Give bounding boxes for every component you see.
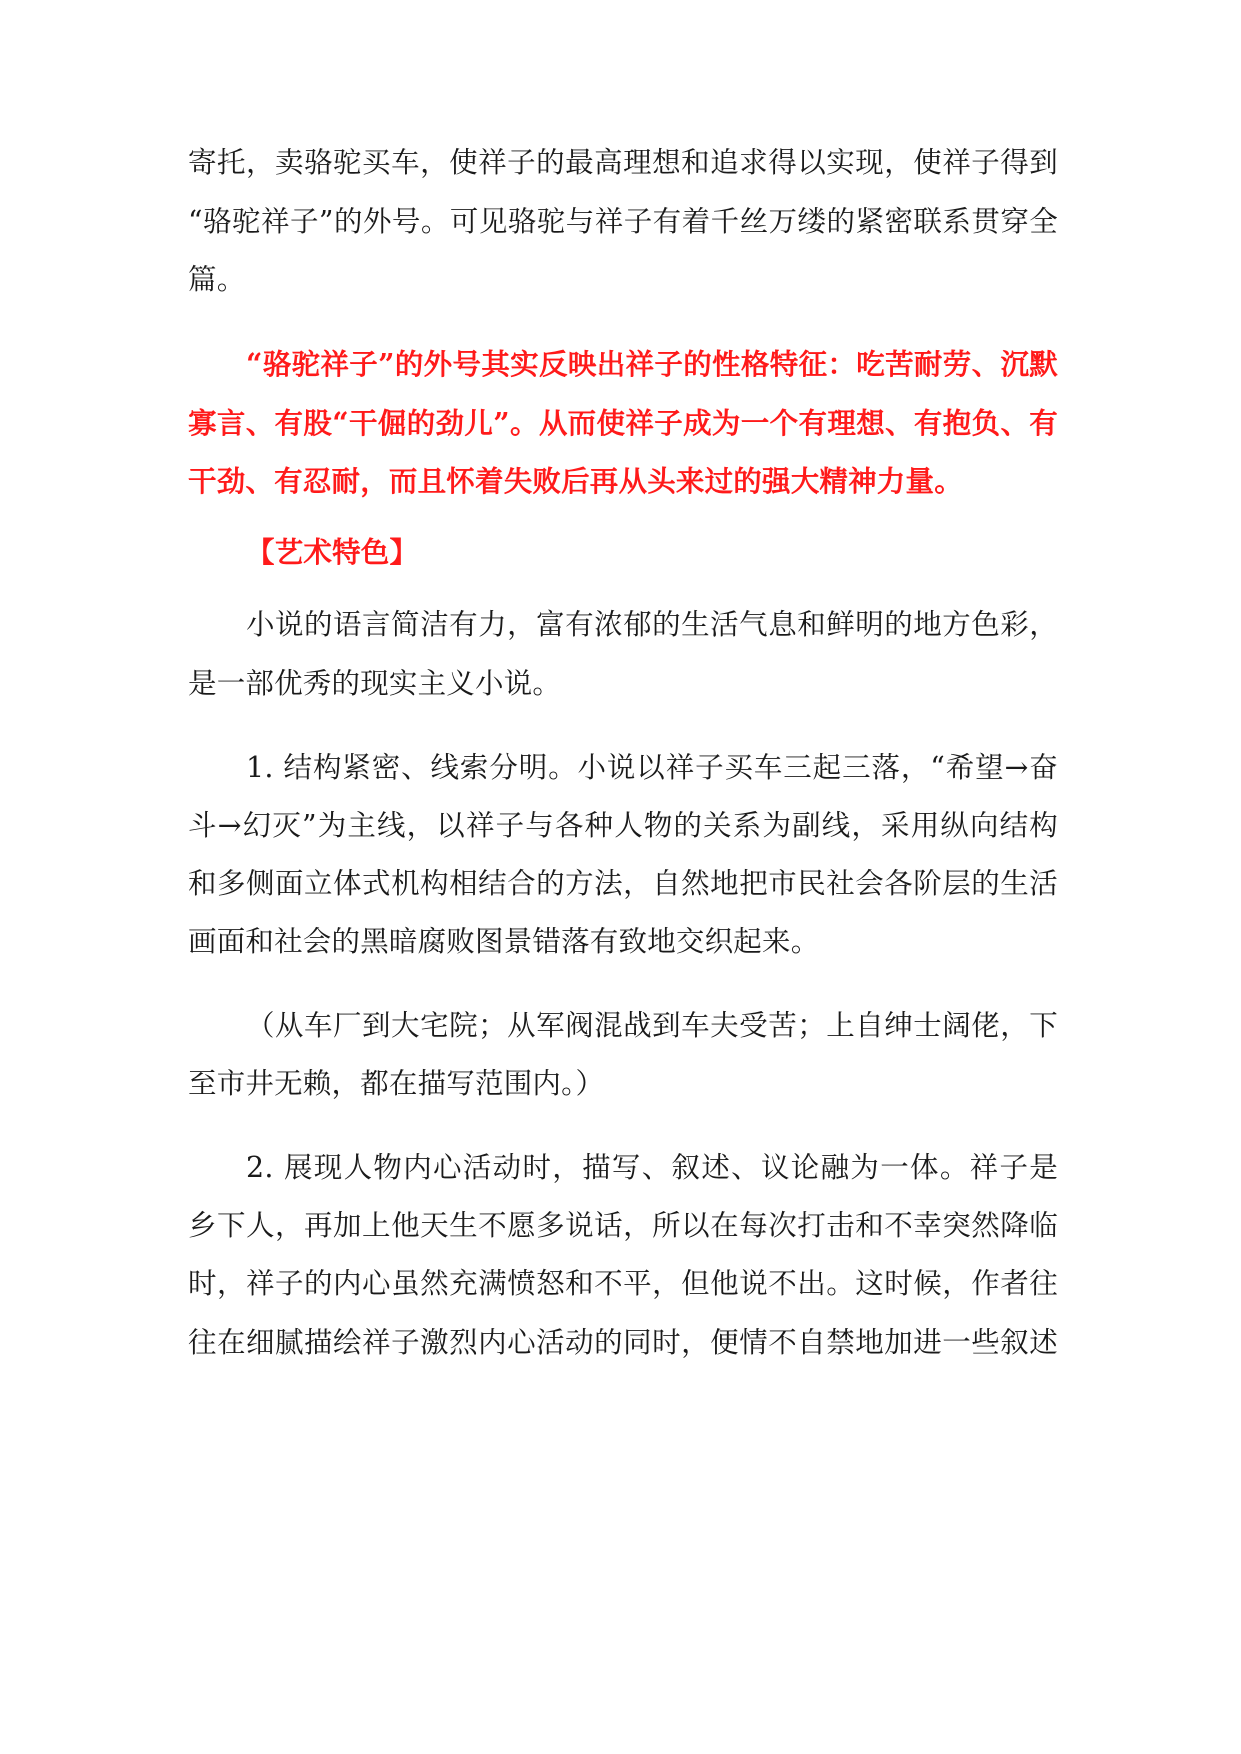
paragraph-2-line-1: “骆驼祥子”的外号其实反映出祥子的性格特征：吃苦耐劳、沉默 [246, 347, 1058, 381]
paragraph-4-line-1: 1. 结构紧密、线索分明。小说以祥子买车三起三落，“希望→奋 [246, 751, 1058, 784]
paragraph-2-line-2: 寡言、有股“干倔的劲儿”。从而使祥子成为一个有理想、有抱负、有 [188, 406, 1058, 440]
paragraph-1-line-1: 寄托，卖骆驼买车，使祥子的最高理想和追求得以实现，使祥子得到 [188, 146, 1058, 179]
paragraph-5-line-2: 至市井无赖，都在描写范围内。） [188, 1067, 605, 1100]
paragraph-2-line-3: 干劲、有忍耐，而且怀着失败后再从头来过的强大精神力量。 [188, 464, 963, 498]
section-heading: 【艺术特色】 [246, 535, 419, 569]
paragraph-3-line-1: 小说的语言简洁有力，富有浓郁的生活气息和鲜明的地方色彩， [246, 608, 1058, 641]
paragraph-4-line-2: 斗→幻灭”为主线，以祥子与各种人物的关系为副线，采用纵向结构 [188, 809, 1058, 842]
paragraph-3-line-2: 是一部优秀的现实主义小说。 [188, 667, 562, 700]
paragraph-1-line-3: 篇。 [188, 263, 246, 296]
paragraph-4-line-4: 画面和社会的黑暗腐败图景错落有致地交织起来。 [188, 925, 820, 958]
paragraph-6-line-2: 乡下人，再加上他天生不愿多说话，所以在每次打击和不幸突然降临 [188, 1209, 1058, 1242]
paragraph-5-line-1: （从车厂到大宅院；从军阀混战到车夫受苦；上自绅士阔佬，下 [246, 1009, 1058, 1042]
paragraph-4-line-3: 和多侧面立体式机构相结合的方法，自然地把市民社会各阶层的生活 [188, 867, 1058, 900]
paragraph-1-line-2: “骆驼祥子”的外号。可见骆驼与祥子有着千丝万缕的紧密联系贯穿全 [188, 205, 1058, 238]
paragraph-6-line-4: 往在细腻描绘祥子激烈内心活动的同时，便情不自禁地加进一些叙述 [188, 1326, 1058, 1359]
paragraph-6-line-1: 2. 展现人物内心活动时，描写、叙述、议论融为一体。祥子是 [246, 1151, 1058, 1184]
paragraph-6-line-3: 时，祥子的内心虽然充满愤怒和不平，但他说不出。这时候，作者往 [188, 1267, 1058, 1300]
